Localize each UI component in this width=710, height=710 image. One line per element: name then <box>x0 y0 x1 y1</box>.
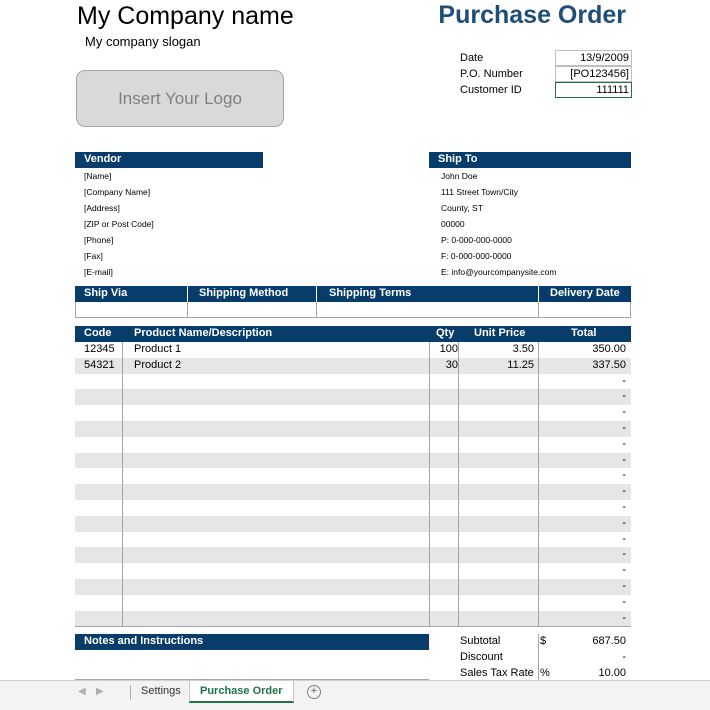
total-label: Discount <box>460 651 503 663</box>
item-qty[interactable]: 100 <box>439 343 458 355</box>
tab-purchase-order[interactable]: Purchase Order <box>189 681 294 703</box>
vendor-line[interactable]: [Company Name] <box>84 187 151 197</box>
table-row[interactable] <box>75 421 631 437</box>
ship-via-header: Ship Via <box>84 287 128 299</box>
vendor-line[interactable]: [Name] <box>84 171 112 181</box>
ship-to-line[interactable]: E: info@yourcompanysite.com <box>441 267 557 277</box>
item-total[interactable]: - <box>622 453 626 466</box>
item-qty[interactable]: 30 <box>445 358 458 371</box>
item-total[interactable]: - <box>622 485 626 498</box>
table-row[interactable] <box>75 563 631 579</box>
subtotal-row <box>460 634 632 650</box>
table-row[interactable] <box>75 374 631 390</box>
table-row[interactable] <box>75 595 631 611</box>
item-total[interactable]: - <box>622 532 626 545</box>
divider <box>122 342 123 627</box>
item-code[interactable]: 54321 <box>84 358 115 371</box>
vendor-details <box>84 168 154 280</box>
vendor-line[interactable]: [ZIP or Post Code] <box>84 219 154 229</box>
shipping-terms-header: Shipping Terms <box>329 287 412 299</box>
total-label: Sales Tax Rate <box>460 667 534 679</box>
divider <box>538 634 539 680</box>
total-unit: $ <box>540 635 547 647</box>
divider <box>538 302 539 317</box>
item-price[interactable]: 3.50 <box>512 343 534 355</box>
item-total[interactable]: - <box>622 501 626 513</box>
table-row[interactable] <box>75 547 631 563</box>
item-total[interactable]: - <box>622 595 626 608</box>
delivery-date-header: Delivery Date <box>550 287 620 299</box>
notes-header: Notes and Instructions <box>75 634 429 650</box>
scroll-left-icon[interactable]: ◀ <box>78 686 86 697</box>
item-total[interactable]: 337.50 <box>592 358 626 371</box>
divider <box>538 286 539 302</box>
table-row[interactable] <box>75 405 631 421</box>
item-total[interactable]: - <box>622 564 626 577</box>
ship-to-line[interactable]: John Doe <box>441 171 478 181</box>
item-total[interactable]: - <box>622 548 626 561</box>
item-total[interactable]: - <box>622 437 626 450</box>
divider <box>316 286 317 302</box>
vendor-line[interactable]: [Address] <box>84 203 120 213</box>
ship-to-header: Ship To <box>429 152 631 168</box>
meta-date <box>460 50 632 66</box>
page-title: Purchase Order <box>438 1 626 29</box>
shipping-method-header: Shipping Method <box>199 287 289 299</box>
ship-to-line[interactable]: P: 0-000-000-0000 <box>441 235 512 245</box>
product-header: Product Name/Description <box>134 327 273 339</box>
ship-to-line[interactable]: County, ST <box>441 203 483 213</box>
add-sheet-icon[interactable]: + <box>307 685 321 699</box>
item-total[interactable]: - <box>622 406 626 419</box>
ship-to-line[interactable]: 111 Street Town/City <box>441 187 519 197</box>
table-row[interactable] <box>75 358 631 374</box>
scroll-right-icon[interactable]: ▶ <box>96 686 104 697</box>
total-unit: % <box>540 667 550 679</box>
table-row[interactable] <box>75 500 631 516</box>
subtotal-value[interactable]: 687.50 <box>592 635 626 647</box>
date-cell[interactable]: 13/9/2009 <box>555 50 632 66</box>
item-total[interactable]: - <box>622 390 626 403</box>
item-total[interactable]: - <box>622 611 626 624</box>
discount-value[interactable]: - <box>622 651 626 663</box>
totals <box>460 634 632 682</box>
meta-po-number <box>460 66 632 82</box>
meta-customer-id <box>460 82 632 98</box>
divider <box>187 286 188 302</box>
table-row[interactable] <box>75 468 631 484</box>
table-row[interactable] <box>75 389 631 405</box>
company-name: My Company name <box>77 2 294 30</box>
table-row[interactable] <box>75 484 631 500</box>
notes-field[interactable] <box>75 650 429 680</box>
table-row[interactable] <box>75 611 631 627</box>
table-row[interactable] <box>75 516 631 532</box>
item-total[interactable]: 350.00 <box>592 343 626 355</box>
sheet-tab-bar <box>0 680 710 710</box>
item-name[interactable]: Product 2 <box>134 358 182 371</box>
ship-to-details <box>441 168 556 280</box>
item-total[interactable]: - <box>622 469 626 482</box>
po-number-cell[interactable]: [PO123456] <box>555 66 632 82</box>
tab-settings[interactable]: Settings <box>141 685 181 697</box>
table-row[interactable] <box>75 342 631 358</box>
item-price[interactable]: 11.25 <box>507 358 534 371</box>
code-header: Code <box>84 327 112 339</box>
meta-label: Customer ID <box>460 84 522 96</box>
item-total[interactable]: - <box>622 580 626 592</box>
shipping-header <box>75 286 631 302</box>
unit-price-header: Unit Price <box>474 327 526 339</box>
vendor-line[interactable]: [Phone] <box>84 235 114 245</box>
total-header: Total <box>571 327 597 339</box>
qty-header: Qty <box>436 327 455 339</box>
vendor-line[interactable]: [Fax] <box>84 251 103 261</box>
item-total[interactable]: - <box>622 422 626 434</box>
ship-to-line[interactable]: F: 0-000-000-0000 <box>441 251 512 261</box>
vendor-header: Vendor <box>75 152 263 168</box>
divider <box>458 342 459 627</box>
customer-id-cell[interactable]: 111111 <box>555 82 632 98</box>
items-table <box>75 342 631 627</box>
item-name[interactable]: Product 1 <box>134 343 182 355</box>
company-slogan: My company slogan <box>85 34 201 49</box>
order-meta <box>460 50 632 98</box>
divider <box>316 302 317 317</box>
table-row[interactable] <box>75 579 631 595</box>
vendor-line[interactable]: [E-mail] <box>84 267 113 277</box>
item-total[interactable]: - <box>622 516 626 529</box>
tax-rate-value[interactable]: 10.00 <box>598 667 626 679</box>
discount-row <box>460 650 632 666</box>
divider <box>187 302 188 317</box>
item-code[interactable]: 12345 <box>84 343 115 355</box>
divider <box>429 342 430 627</box>
table-row[interactable] <box>75 532 631 548</box>
items-header <box>75 326 631 342</box>
table-row[interactable] <box>75 453 631 469</box>
shipping-row[interactable] <box>75 302 631 318</box>
item-total[interactable]: - <box>622 374 626 387</box>
meta-label: Date <box>460 52 484 64</box>
divider <box>538 342 539 627</box>
table-row[interactable] <box>75 437 631 453</box>
ship-to-line[interactable]: 00000 <box>441 219 465 229</box>
total-label: Subtotal <box>460 635 501 647</box>
meta-label: P.O. Number <box>460 68 523 80</box>
logo-placeholder[interactable]: Insert Your Logo <box>76 70 284 127</box>
